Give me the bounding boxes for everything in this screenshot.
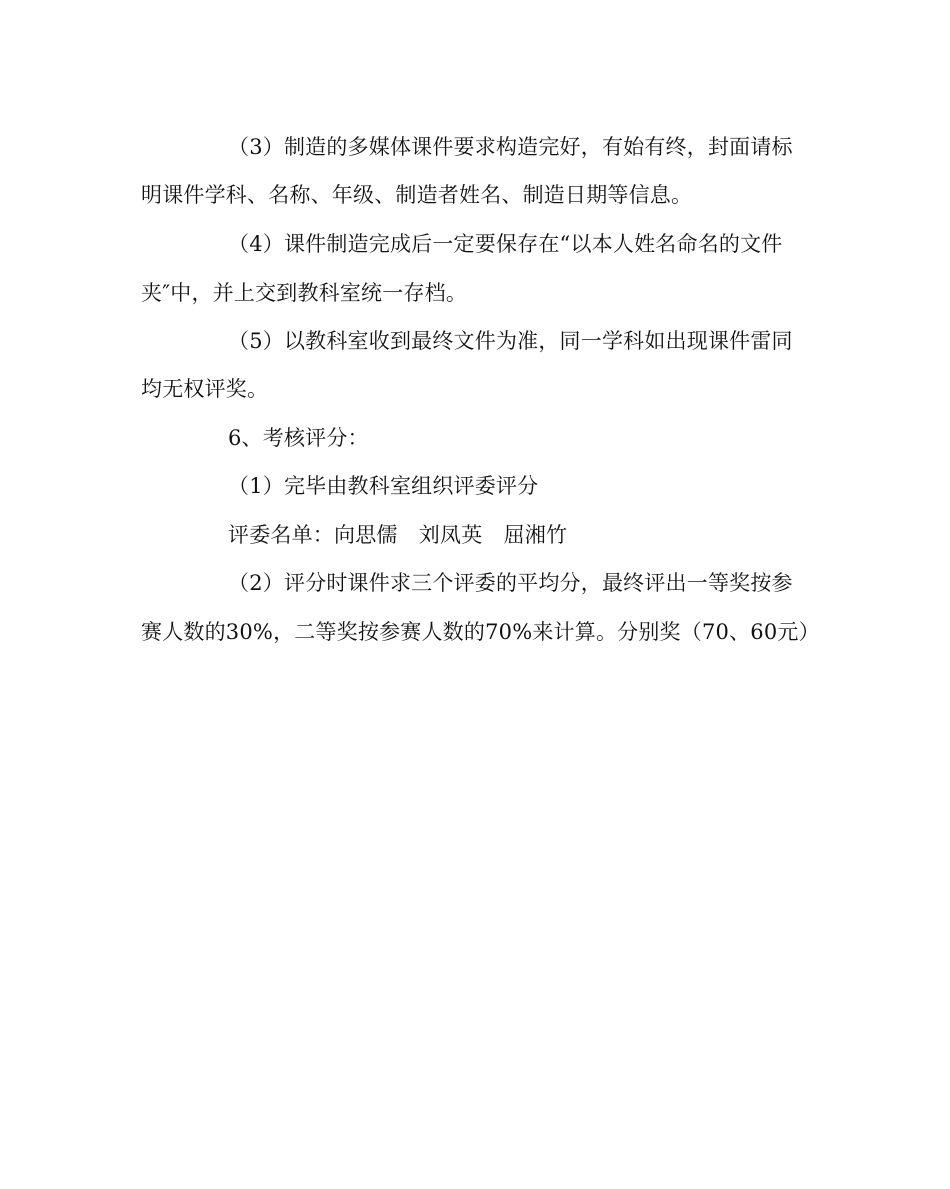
paragraph-3-line-1: （3）制造的多媒体课件要求构造完好，有始有终，封面请标 — [228, 135, 793, 159]
section-heading-6: 6、考核评分： — [228, 426, 369, 450]
judges-list-line: 评委名单：向思儒 刘凤英 屈湘竹 — [228, 523, 568, 547]
item-2-line-2: 赛人数的30%，二等奖按参赛人数的70%来计算。分别奖（70、60元） — [141, 620, 820, 644]
paragraph-5-line-1: （5）以教科室收到最终文件为准，同一学科如出现课件雷同 — [228, 329, 793, 353]
item-1-line: （1）完毕由教科室组织评委评分 — [228, 474, 539, 498]
paragraph-3-line-2: 明课件学科、名称、年级、制造者姓名、制造日期等信息。 — [141, 183, 693, 207]
paragraph-4-line-1: （4）课件制造完成后一定要保存在“以本人姓名命名的文件 — [228, 232, 783, 256]
paragraph-5-line-2: 均无权评奖。 — [141, 377, 269, 401]
item-2-line-1: （2）评分时课件求三个评委的平均分，最终评出一等奖按参 — [228, 571, 793, 595]
paragraph-4-line-2: 夹″中，并上交到教科室统一存档。 — [141, 281, 468, 305]
